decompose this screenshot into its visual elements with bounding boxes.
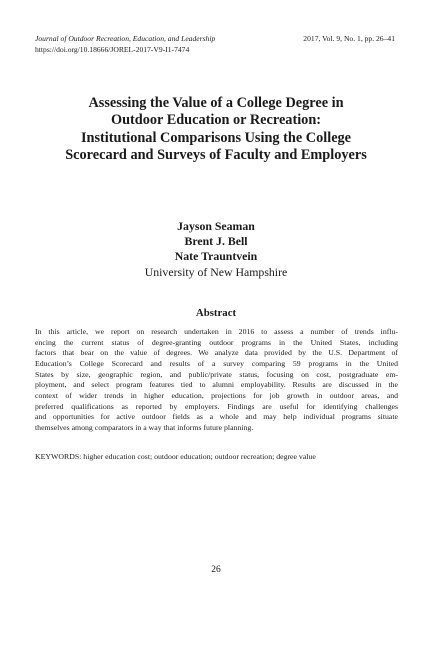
author-block [0, 219, 432, 280]
abstract-line: Education’s College Scorecard and results of a survey comparing 59 programs in the United [35, 358, 398, 368]
abstract-line: encing the current status of degree-granting outdoor programs in the United States, including [35, 337, 398, 347]
abstract-body [35, 327, 398, 434]
keywords: KEYWORDS: higher education cost; outdoor education; outdoor recreation; degree value [35, 452, 316, 461]
abstract-line: In this article, we report on research undertaken in 2016 to assess a number of trends influ- [35, 327, 398, 336]
abstract-line: ployment, and select program features tied to alumni employability. Results are discussed in the [35, 380, 398, 390]
running-header-left [35, 33, 215, 55]
journal-name: Journal of Outdoor Recreation, Education, and Leadership [35, 34, 216, 43]
author-name: Brent J. Bell [184, 234, 248, 249]
author-name: Jayson Seaman [177, 219, 255, 233]
abstract-line: factors that bear on the value of degrees. We analyze data provided by the U.S. Department of [35, 348, 398, 358]
author-name: Nate Trauntvein [174, 249, 258, 264]
abstract-line: preferred qualifications as reported by employers. Findings are useful for identifying challenges [35, 401, 398, 411]
title-line: Outdoor Education or Recreation: [110, 112, 322, 129]
abstract-heading: Abstract [195, 307, 237, 319]
title-line: Institutional Comparisons Using the College [80, 129, 352, 146]
abstract-line: States by size, geographic region, and public/private status, focusing on cost, postgraduate em- [35, 369, 398, 379]
article-title [20, 95, 412, 165]
page-number: 26 [211, 565, 221, 575]
abstract-line: themselves among comparators in a way that informs future planning. [35, 422, 254, 432]
abstract-line: context of wider trends in higher education, projections for job growth in outdoor areas, and [35, 390, 398, 400]
author-affiliation: University of New Hampshire [144, 264, 288, 279]
title-line: Scorecard and Surveys of Faculty and Employers [65, 147, 367, 164]
abstract-line: and opportunities for active outdoor fields as a whole and may help individual programs situate [35, 412, 398, 422]
title-line: Assessing the Value of a College Degree in [88, 95, 344, 111]
doi-link[interactable]: https://doi.org/10.18666/JOREL-2017-V9-I1-7474 [35, 45, 190, 54]
citation-info: 2017, Vol. 9, No. 1, pp. 26–41 [303, 34, 395, 43]
